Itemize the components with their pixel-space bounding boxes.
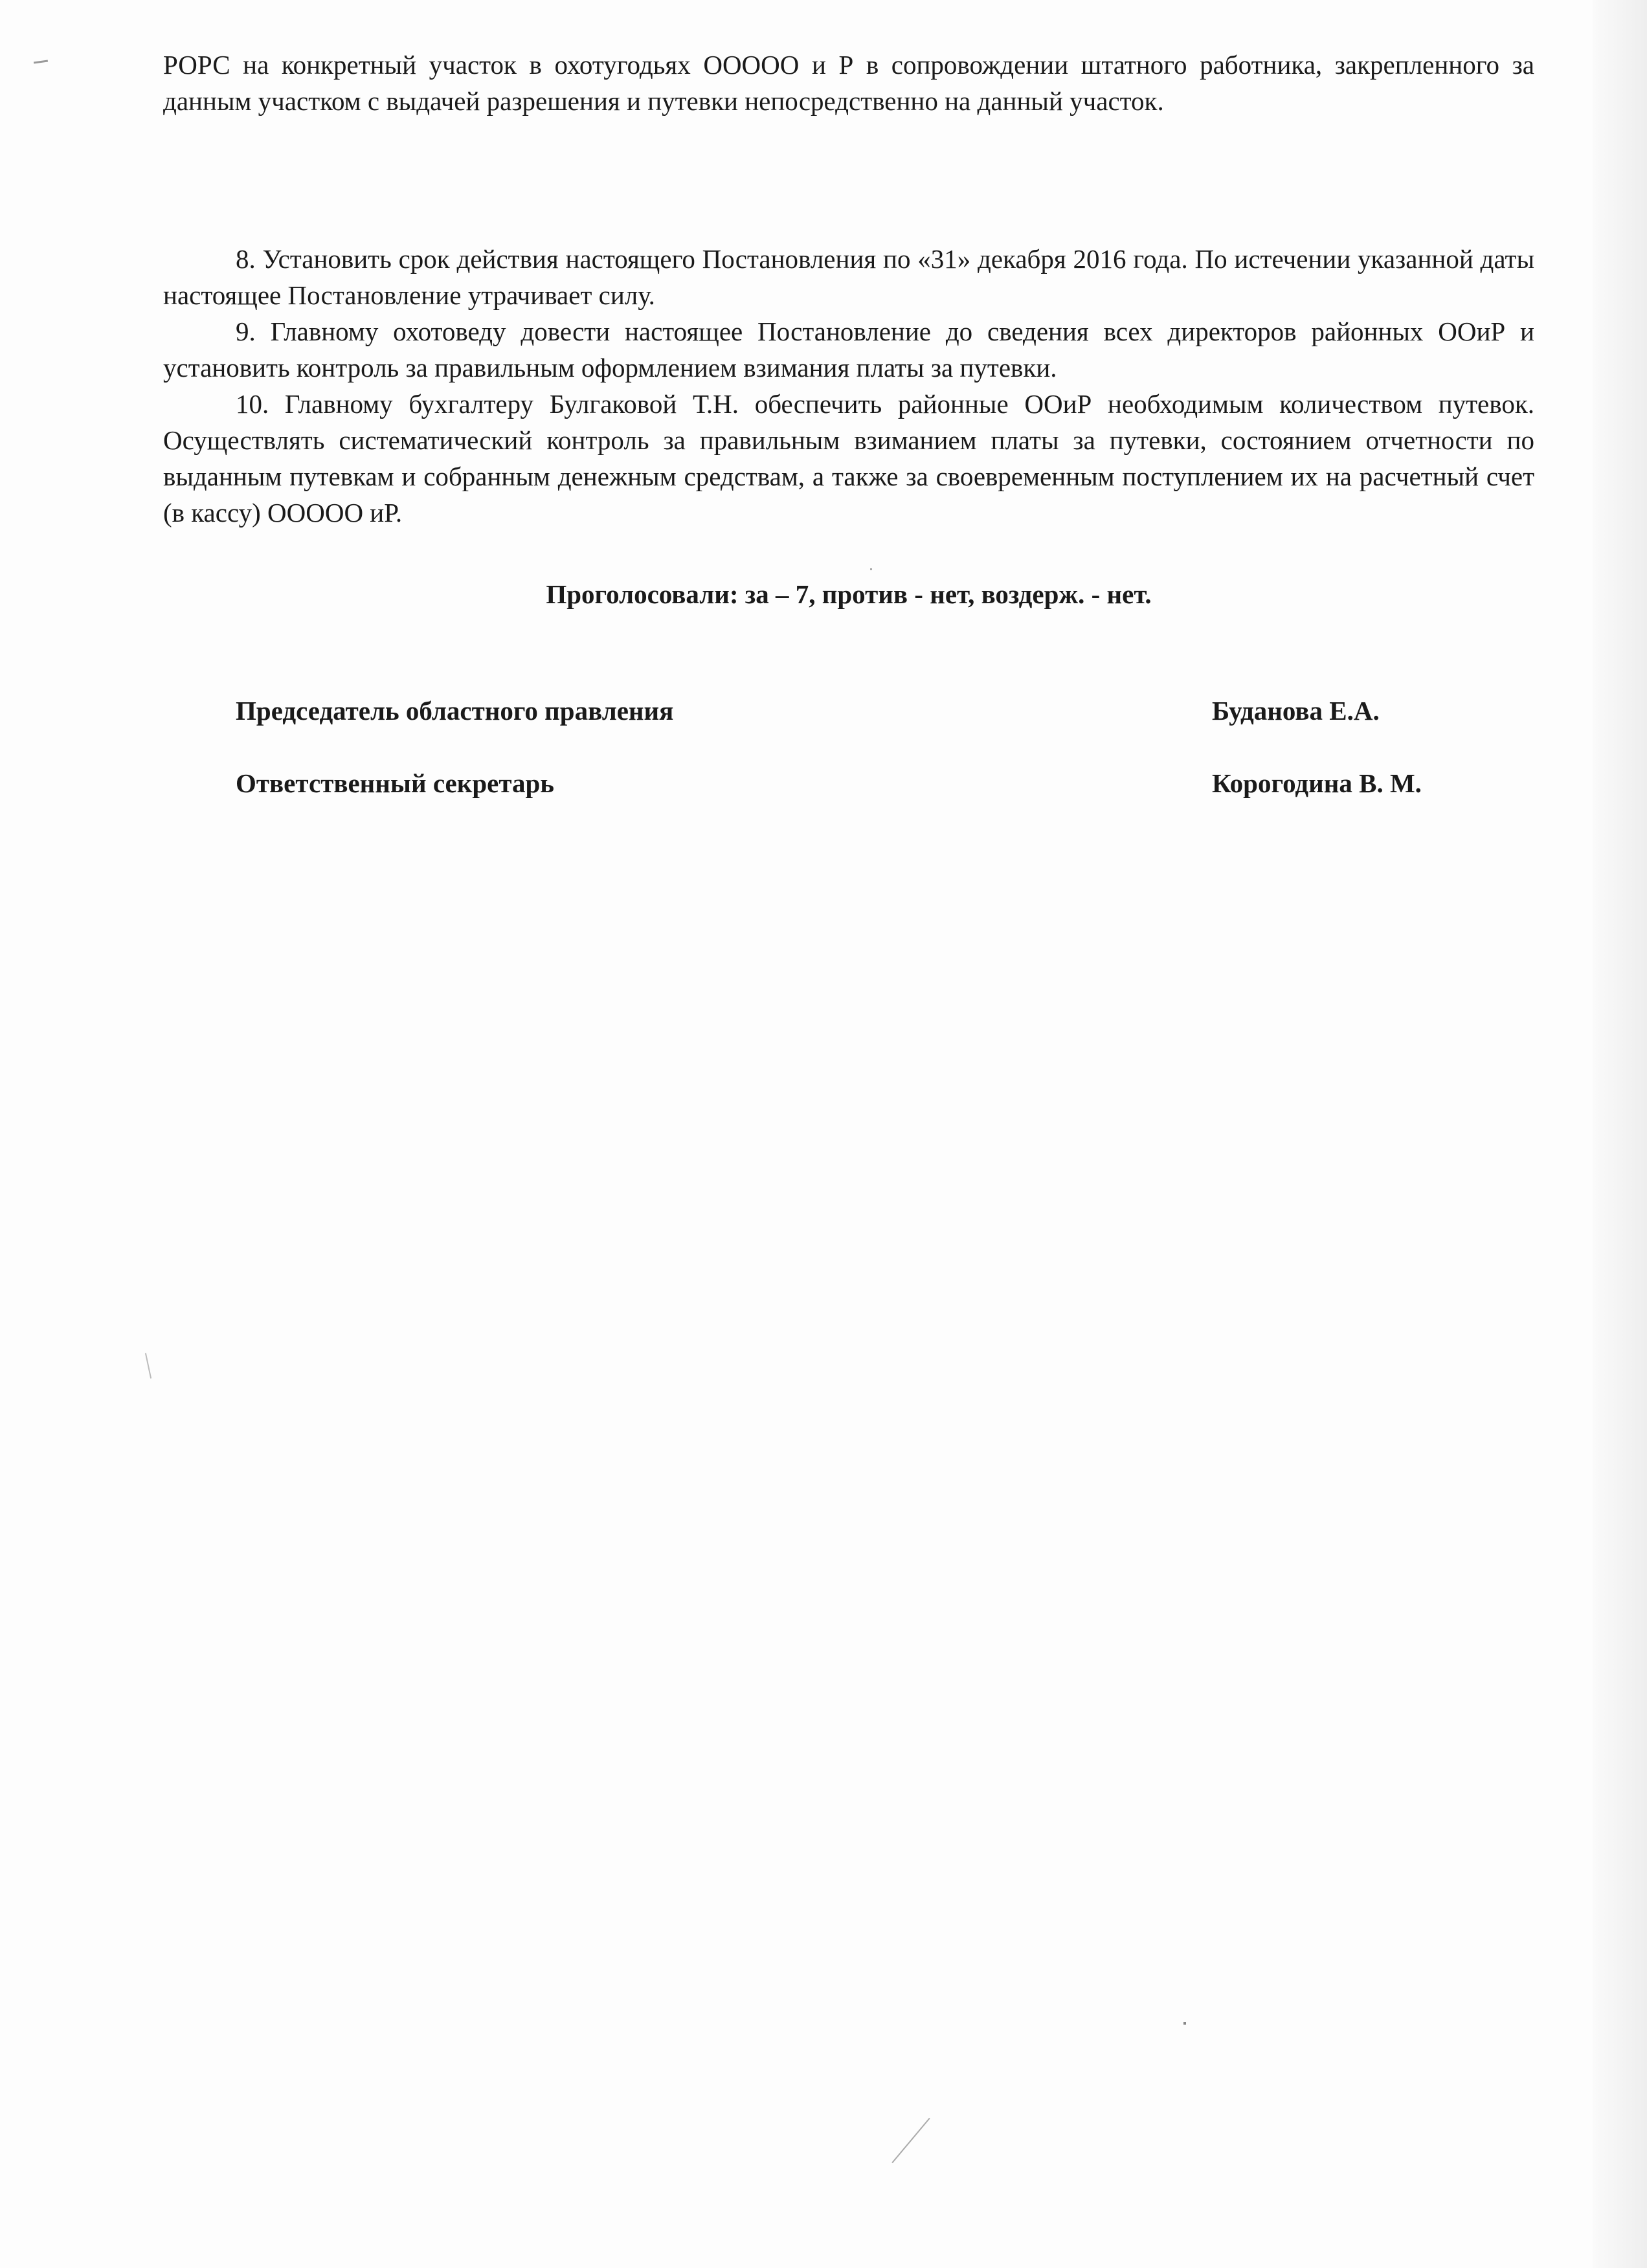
chairman-role: Председатель областного правления (236, 696, 674, 726)
secretary-name: Корогодина В. М. (1212, 768, 1422, 798)
chairman-name: Буданова Е.А. (1212, 696, 1380, 726)
vote-result: Проголосовали: за – 7, против - нет, воздерж. - нет. (546, 579, 1152, 609)
item-9-paragraph: 9. Главному охотоведу довести настоящее Постановление до сведения всех директоров районных ООиР и установить контроль за правильным оформлением взимания платы за путевки. (163, 317, 1534, 383)
scan-speck (145, 1353, 151, 1379)
scan-speck (870, 568, 872, 570)
scan-edge-shadow (1593, 0, 1647, 2268)
continuation-block (163, 47, 1534, 119)
item-10-paragraph: 10. Главному бухгалтеру Булгаковой Т.Н. обеспечить районные ООиР необходимым количеством путевок. Осуществлять систематический контроль за правильным взиманием платы за путевки, состоянием отчетности по выданным путевкам и собранным денежным средствам, а также за своевременным поступлением их на расчетный счет (в кассу) ООООО иР. (163, 389, 1534, 528)
continuation-paragraph: РОРС на конкретный участок в охотугодьях ООООО и Р в сопровождении штатного работника, закрепленного за данным участком с выдачей разрешения и путевки непосредственно на данный участок. (163, 50, 1534, 116)
scan-speck (1183, 2022, 1186, 2025)
items-block (163, 241, 1534, 531)
secretary-role: Ответственный секретарь (236, 768, 554, 798)
scan-speck (34, 60, 48, 63)
scan-speck (891, 2118, 930, 2163)
item-8-paragraph: 8. Установить срок действия настоящего Постановления по «31» декабря 2016 года. По истечении указанной даты настоящее Постановление утрачивает силу. (163, 244, 1534, 310)
